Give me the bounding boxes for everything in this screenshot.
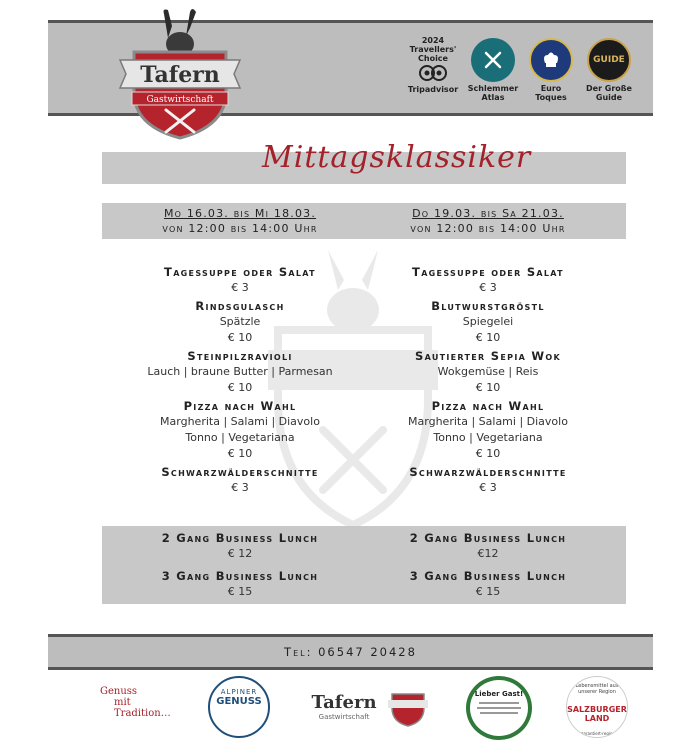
dish-price: € 10: [475, 381, 501, 394]
lunch-price: € 15: [227, 585, 253, 598]
award-label: Guide: [595, 93, 623, 102]
right-lunch: [378, 530, 598, 600]
tafern-footer-logo: [304, 692, 384, 721]
lunch-name: 3 Gang Business Lunch: [161, 569, 319, 583]
guide-badge: GUIDE: [593, 54, 625, 65]
badge-lines: [477, 707, 521, 709]
dish-name: Tagessuppe oder Salat: [412, 265, 564, 279]
dish-price: € 10: [475, 331, 501, 344]
dish-price: € 3: [479, 281, 497, 294]
dish-desc: Tonno | Vegetariana: [433, 431, 543, 444]
dish-desc: Tonno | Vegetariana: [185, 431, 295, 444]
alpiner-main: GENUSS: [216, 696, 262, 707]
award-label: Atlas: [481, 93, 505, 102]
award-line: Choice: [418, 54, 448, 63]
badge-lines: [480, 712, 518, 714]
dish-price: € 3: [479, 481, 497, 494]
award-label: Der Große: [586, 84, 632, 93]
left-lunch: [130, 530, 350, 600]
dish-desc: Spätzle: [219, 315, 261, 328]
dish-price: € 10: [475, 447, 501, 460]
dish-desc: Margherita | Salami | Diavolo: [160, 415, 320, 428]
garantiert-regional-logo: [566, 676, 628, 738]
dish-name: Blutwurstgröstl: [431, 299, 545, 313]
dish-name: Steinpilzravioli: [187, 349, 293, 363]
right-dates: [378, 206, 598, 236]
owl-icon: [418, 63, 448, 83]
left-date-range: Mo 16.03. bis Mi 18.03.: [163, 207, 317, 220]
tafern-sub: Gastwirtschaft: [318, 713, 370, 721]
award-label: Schlemmer: [467, 84, 519, 93]
dish-desc: Margherita | Salami | Diavolo: [408, 415, 568, 428]
lunch-price: € 15: [475, 585, 501, 598]
lunch-name: 2 Gang Business Lunch: [161, 531, 319, 545]
award-guide: [580, 38, 638, 102]
left-time-range: von 12:00 bis 14:00 Uhr: [162, 222, 318, 235]
award-label: Euro: [540, 84, 562, 93]
lieber-gast-badge: [466, 676, 532, 740]
award-line: Travellers': [409, 45, 457, 54]
dish-name: Pizza nach Wahl: [431, 399, 545, 413]
right-time-range: von 12:00 bis 14:00 Uhr: [410, 222, 566, 235]
dish-desc: Wokgemüse | Reis: [437, 365, 539, 378]
dish-price: € 10: [227, 331, 253, 344]
tafern-name: Tafern: [311, 692, 377, 713]
alpiner-top: ALPINER: [220, 688, 258, 696]
dish-desc: Lauch | braune Butter | Parmesan: [147, 365, 333, 378]
dish-name: Rindsgulasch: [195, 299, 285, 313]
badge-lines: [479, 702, 519, 704]
right-date-range: Do 19.03. bis Sa 21.03.: [412, 207, 564, 220]
dish-name: Tagessuppe oder Salat: [164, 265, 316, 279]
lieber-gast-title: Lieber Gast!: [474, 690, 524, 698]
toque-icon: [529, 38, 573, 82]
lunch-name: 3 Gang Business Lunch: [409, 569, 567, 583]
dish-name: Pizza nach Wahl: [183, 399, 297, 413]
left-dates: [130, 206, 350, 236]
right-menu: [378, 258, 598, 496]
dish-price: € 10: [227, 447, 253, 460]
regional-name: SALZBURGER LAND: [567, 705, 627, 723]
left-menu: [130, 258, 350, 496]
dish-price: € 3: [231, 281, 249, 294]
award-label: Toques: [535, 93, 567, 102]
alpiner-genuss-logo: [208, 676, 270, 738]
genuss-line: mit Tradition…: [114, 697, 171, 719]
tafern-shield-icon: [388, 684, 428, 728]
cutlery-icon: [471, 38, 515, 82]
svg-text:Gastwirtschaft: Gastwirtschaft: [146, 95, 214, 105]
dish-desc: Spiegelei: [462, 315, 514, 328]
genuss-tradition-logo: [100, 686, 190, 719]
lunch-price: €12: [477, 547, 499, 560]
lunch-name: 2 Gang Business Lunch: [409, 531, 567, 545]
telephone-bar: Tel: 06547 20428: [48, 634, 653, 670]
award-year: 2024: [421, 36, 445, 45]
dish-price: € 3: [231, 481, 249, 494]
regional-url: www.garantiert-regional.at: [570, 731, 624, 736]
award-tripadvisor: [404, 36, 462, 94]
award-label: Tripadvisor: [407, 85, 459, 94]
dish-name: Schwarzwälderschnitte: [409, 465, 567, 479]
menu-title: Mittagsklassiker: [262, 140, 532, 175]
award-euro-toques: [522, 38, 580, 102]
dish-name: Sautierter Sepia Wok: [415, 349, 561, 363]
tafern-logo: [118, 6, 242, 140]
guide-icon: [587, 38, 631, 82]
svg-text:Tafern: Tafern: [140, 62, 220, 88]
lunch-price: € 12: [227, 547, 253, 560]
awards-row: [404, 36, 640, 116]
award-schlemmer: [464, 38, 522, 102]
genuss-line: Genuss: [100, 686, 138, 697]
dish-name: Schwarzwälderschnitte: [161, 465, 319, 479]
regional-arc-text: Lebensmittel aus unserer Region: [575, 683, 619, 695]
dish-price: € 10: [227, 381, 253, 394]
